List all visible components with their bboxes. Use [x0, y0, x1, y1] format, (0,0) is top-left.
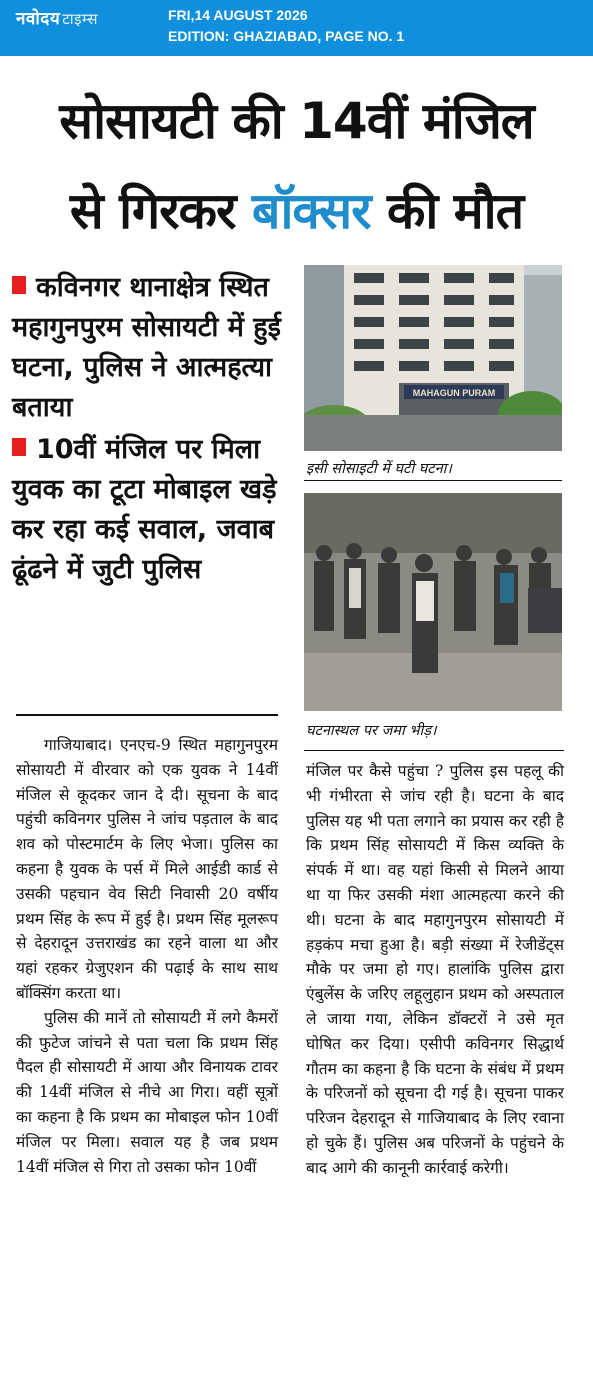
deck-item: [12, 268, 296, 428]
photo-caption-1: इसी सोसाइटी में घटी घटना।: [306, 461, 452, 477]
logo-sub: टाइम्स: [62, 10, 99, 28]
headline-line-1: सोसायटी की 14वीं मंजिल: [59, 92, 534, 150]
date-line: FRI,14 AUGUST 2026: [168, 7, 308, 23]
article-paragraph: मंजिल पर कैसे पहुंचा ? पुलिस इस पहलू की भी गंभीरता से जांच रही है। घटना के बाद पुलिस यह भी पता लगाने का प्रयास कर रही है कि प्रथम सिंह सोसायटी में किस व्यक्ति के संपर्क में था। वह यहां किसी से मिलने आया था या फिर उसकी मंशा आत्महत्या करने की थी। घटना के बाद महागुनपुरम सोसायटी में हड़कंप मचा हुआ है। बड़ी संख्या में रेजीडेंट्स मौके पर जमा हो गए। हालांकि पुलिस द्वारा एंबुलेंस के जरिए लहूलुहान प्रथम को अस्पताल ले जाया गया, लेकिन डॉक्टरों ने उसे मृत घोषित कर दिया। एसीपी कविनगर सिद्धार्थ गौतम का कहना है कि घटना के संबंध में प्रथम के परिजनों को सूचना दी गई है। सूचना पाकर परिजन देहरादून से गाजियाबाद के लिए रवाना हो चुके हैं। पुलिस अब परिजनों के पहुंचने के बाद आगे की कानूनी कार्रवाई करेगी।: [306, 762, 564, 1177]
headline-line-2-a: से गिरकर: [69, 182, 252, 240]
photo-caption-2: घटनास्थल पर जमा भीड़।: [306, 723, 437, 739]
headline-line-2-b: की मौत: [370, 182, 524, 240]
deck-list: [12, 268, 296, 592]
building-illustration: [304, 265, 562, 451]
article-column-2: [306, 759, 564, 1181]
newspaper-logo: [16, 6, 98, 29]
logo-main: नवोदय: [16, 9, 61, 29]
edition-info: [168, 5, 404, 47]
building-photo: [304, 265, 562, 451]
column-rule-right: [304, 750, 564, 751]
deck-text: कविनगर थानाक्षेत्र स्थित महागुनपुरम सोसायटी में हुई घटना, पुलिस ने आत्महत्या बताया: [12, 272, 281, 423]
deck-text: 10वीं मंजिल पर मिला युवक का टूटा मोबाइल खड़े कर रहा कई सवाल, जवाब ढूंढने में जुटी पुलिस: [12, 434, 277, 585]
crowd-illustration: [304, 493, 562, 711]
caption-rule: [304, 480, 562, 481]
article-paragraph: पुलिस की मानें तो सोसायटी में लगे कैमरों की फुटेज जांचने से पता चला कि प्रथम सिंह पैदल ही सोसायटी में आया और विनायक टावर की 14वीं मंजिल से नीचे आ गिरा। वहीं सूत्रों का कहना है कि प्रथम का मोबाइल फोन 10वीं मंजिल पर मिला। सवाल यह है जब प्रथम 14वीं मंजिल से गिरा तो उसका फोन 10वीं: [16, 1008, 278, 1176]
edition-line: EDITION: GHAZIABAD, PAGE NO. 1: [168, 28, 405, 44]
crowd-photo: [304, 493, 562, 711]
column-rule-left: [16, 714, 278, 716]
headline: [0, 76, 593, 256]
red-bullet-icon: [12, 276, 26, 294]
sign-text: MAHAGUN PURAM: [412, 388, 496, 398]
headline-highlight: बॉक्सर: [251, 182, 371, 240]
deck-item: [12, 430, 296, 590]
headline-line-2: [0, 166, 593, 256]
red-bullet-icon: [12, 438, 26, 456]
masthead-bar: [0, 0, 593, 56]
article-column-1: [16, 733, 278, 1179]
article-paragraph: गाजियाबाद। एनएच-9 स्थित महागुनपुरम सोसायटी में वीरवार को एक युवक ने 14वीं मंजिल से कूदकर जान दे दी। सूचना के बाद पहुंची कविनगर पुलिस ने जांच पड़ताल के बाद शव को पोस्टमार्टम के लिए भेजा। पुलिस का कहना है युवक के पर्स में मिले आईडी कार्ड से उसकी पहचान वेव सिटी निवासी 20 वर्षीय प्रथम सिंह के रूप में हुई है। प्रथम सिंह मूलरूप से देहरादून उत्तराखंड का रहने वाला था और यहां रहकर ग्रेजुएशन की पढ़ाई के साथ साथ बॉक्सिंग करता था।: [16, 736, 278, 1002]
